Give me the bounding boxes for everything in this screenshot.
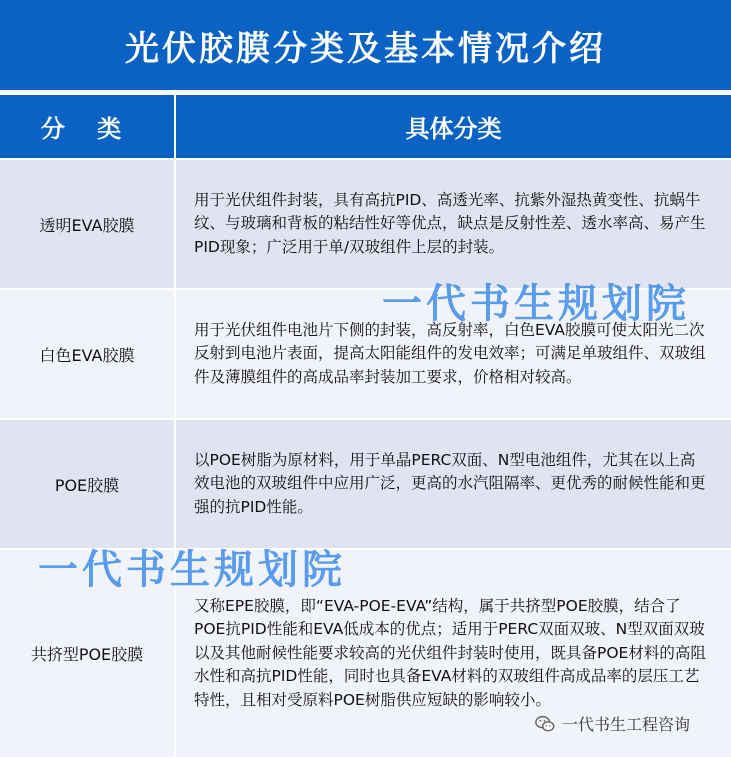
header-details: 具体分类 xyxy=(405,115,502,143)
row-category: 透明EVA胶膜 xyxy=(0,160,176,288)
row-description: 以POE树脂为原材料，用于单晶PERC双面、N型电池组件，尤其在以上高效电池的双玻组件中应用广泛，更高的水汽阻隔率、更优秀的耐候性能和更强的抗PID性能。 xyxy=(194,450,706,516)
table-row xyxy=(0,418,731,548)
table-row xyxy=(0,158,731,288)
row-description: 用于光伏组件电池片下侧的封装，高反射率，白色EVA胶膜可使太阳光二次反射到电池片表面，提高太阳能组件的发电效率；可满足单玻组件、双玻组件及薄膜组件的高成品率封装加工要求，价格相对较高。 xyxy=(194,320,706,386)
footer-text: 一代书生工程咨询 xyxy=(562,715,691,734)
row-category: 白色EVA胶膜 xyxy=(0,290,176,418)
row-category: POE胶膜 xyxy=(0,420,176,548)
page-title: 光伏胶膜分类及基本情况介绍 xyxy=(0,0,731,90)
watermark-text: 一代书生规划院 xyxy=(382,281,690,327)
classification-table xyxy=(0,95,731,757)
footer-logo xyxy=(534,712,690,735)
row-description: 用于光伏组件封装，具有高抗PID、高透光率、抗紫外湿热黄变性、抗蜗牛纹、与玻璃和背板的粘结性好等优点，缺点是反射性差、透水率高、易产生PID现象；广泛用于单/双玻组件上层的封装。 xyxy=(194,190,706,256)
wechat-icon xyxy=(534,713,556,735)
table-row xyxy=(0,288,731,418)
header-category: 分 类 xyxy=(0,95,176,158)
watermark-text: 一代书生规划院 xyxy=(38,547,346,593)
row-category: 共挤型POE胶膜 xyxy=(0,550,176,757)
row-description: 又称EPE胶膜，即“EVA-POE-EVA”结构，属于共挤型POE胶膜，结合了POE抗PID性能和EVA低成本的优点；适用于PERC双面双玻、N型双面双玻以及其他耐候性能要求较高的光伏组件封装时使用，既具备POE材料的高阻水性和高抗PID性能，同时也具备EVA材料的双玻组件高成品率的层压工艺特性，且相对受原料POE树脂供应短缺的影响较小。 xyxy=(194,596,706,709)
table-header xyxy=(0,95,731,158)
